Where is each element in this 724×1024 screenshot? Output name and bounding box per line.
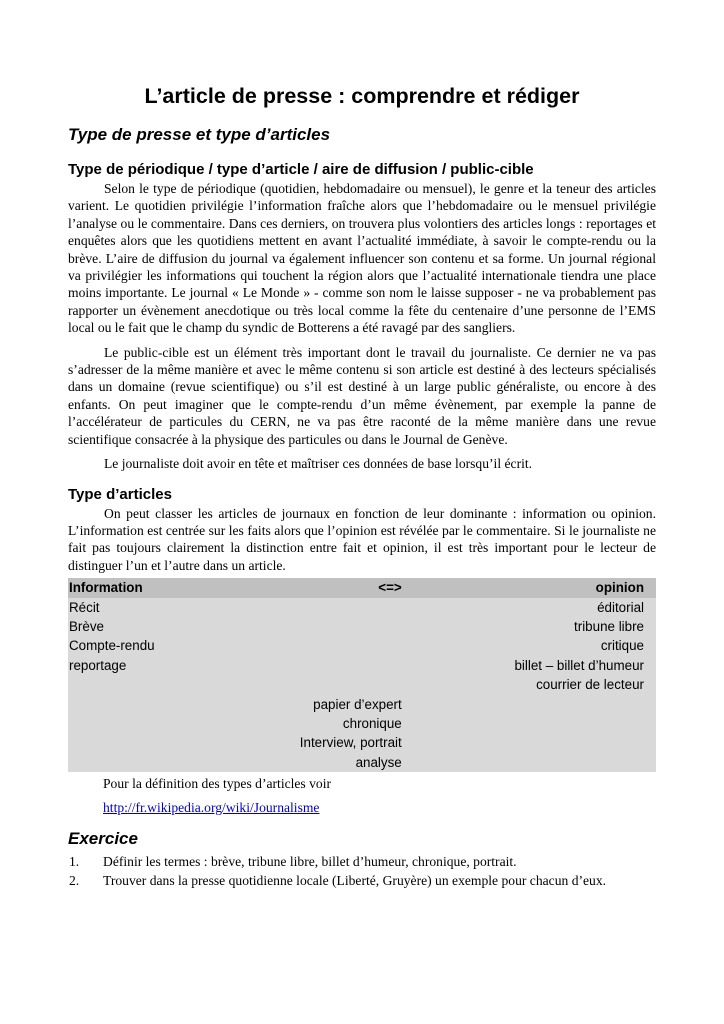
table-cell: critique [414,636,656,655]
list-item [68,852,656,871]
list-item-number: 2. [69,873,80,888]
table-cell: éditorial [414,598,656,617]
document-title: L’article de presse : comprendre et rédiger [144,84,580,108]
document-page [68,82,656,890]
table-cell: Interview, portrait [269,733,414,752]
table-row [68,714,656,733]
article-types-table [68,578,656,772]
table-cell [414,695,656,714]
paragraph-public-cible: Le public-cible est un élément très important dont le travail du journaliste. Ce dernier ne va pas s’adresser de la même manière et avec le même contenu si son article est destiné à des lecteurs spécialisés dans un domaine (revue scientifique) ou s’il est destiné à un large public généraliste, ou encore à des enfants. On peut imaginer que le compte-rendu d’un même évènement, par exemple la panne de l’accélérateur de particules du CERN, ne va pas être raconté de la même manière dans une revue scientifique consacrée à la physique des particules ou dans le Journal de Genève. [68,344,656,447]
paragraph-types: On peut classer les articles de journaux en fonction de leur dominante : information ou opinion. L’information est centrée sur les faits alors que l’opinion est révélée par le commentaire. Si le journaliste ne fait pas toujours clairement la distinction entre fait et opinion, il est très important pour le lecteur de distinguer l’un et l’autre dans un article. [68,505,656,573]
table-cell [414,714,656,733]
table-row [68,617,656,636]
table-cell: billet – billet d’humeur [414,656,656,675]
list-item [68,871,656,890]
table-header-opinion: opinion [414,578,656,597]
subsection-heading-periodique: Type de périodique / type d’article / aire de diffusion / public-cible [68,161,534,178]
table-cell [269,656,414,675]
list-item-number: 1. [69,854,80,869]
table-cell [269,636,414,655]
table-row [68,636,656,655]
table-row [68,598,656,617]
paragraph-journaliste: Le journaliste doit avoir en tête et maîtriser ces données de base lorsqu’il écrit. [104,456,533,472]
table-cell [414,733,656,752]
exercise-list [68,852,656,890]
paragraph-periodique: Selon le type de périodique (quotidien, hebdomadaire ou mensuel), le genre et la teneur des articles varient. Le quotidien privilégie l’information fraîche alors que l’hebdomadaire ou le mensuel privilégie l’analyse ou le commentaire. Dans ces derniers, on trouvera plus volontiers des articles longs : reportages et enquêtes alors que les quotidiens mettent en avant l’actualité immédiate, à savoir le compte-rendu ou la brève. L’aire de diffusion du journal va également influencer son contenu et sa forme. Un journal régional va privilégier les informations qui touchent la région alors que l’actualité internationale tiendra une place moins importante. Le journal « Le Monde » - comme son nom le laisse supposer - ne va probablement pas rapporter un évènement anecdotique ou très local comme la fête du centenaire d’une personne de l’EMS local ou le fait que le champ du syndic de Botterens a été ravagé par des sangliers. [68,181,656,336]
table-row [68,695,656,714]
table-cell [68,733,269,752]
table-header-information: Information [68,578,269,597]
table-cell: tribune libre [414,617,656,636]
table-cell [269,675,414,694]
table-cell [414,753,656,772]
list-item-text: Définir les termes : brève, tribune libre, billet d’humeur, chronique, portrait. [103,854,517,869]
table-cell: Récit [68,598,269,617]
exercise-heading: Exercice [68,829,138,848]
table-header-arrow: <=> [269,578,414,597]
table-cell [269,617,414,636]
table-cell: reportage [68,656,269,675]
table-header-row [68,578,656,597]
section-heading: Type de presse et type d’articles [68,125,331,144]
table-cell [68,714,269,733]
table-row [68,733,656,752]
list-item-text: Trouver dans la presse quotidienne locale (Liberté, Gruyère) un exemple pour chacun d’eux. [103,873,607,888]
table-row [68,675,656,694]
wikipedia-link[interactable]: http://fr.wikipedia.org/wiki/Journalisme [103,799,320,815]
table-cell: papier d’expert [269,695,414,714]
table-cell: analyse [269,753,414,772]
subsection-heading-types: Type d’articles [68,485,172,503]
table-row [68,753,656,772]
table-cell [68,753,269,772]
table-cell [68,695,269,714]
table-cell [269,598,414,617]
table-cell: courrier de lecteur [414,675,656,694]
table-cell: Compte-rendu [68,636,269,655]
table-cell: chronique [269,714,414,733]
table-cell: Brève [68,617,269,636]
table-row [68,656,656,675]
table-cell [68,675,269,694]
definition-note: Pour la définition des types d’articles voir [103,776,332,792]
